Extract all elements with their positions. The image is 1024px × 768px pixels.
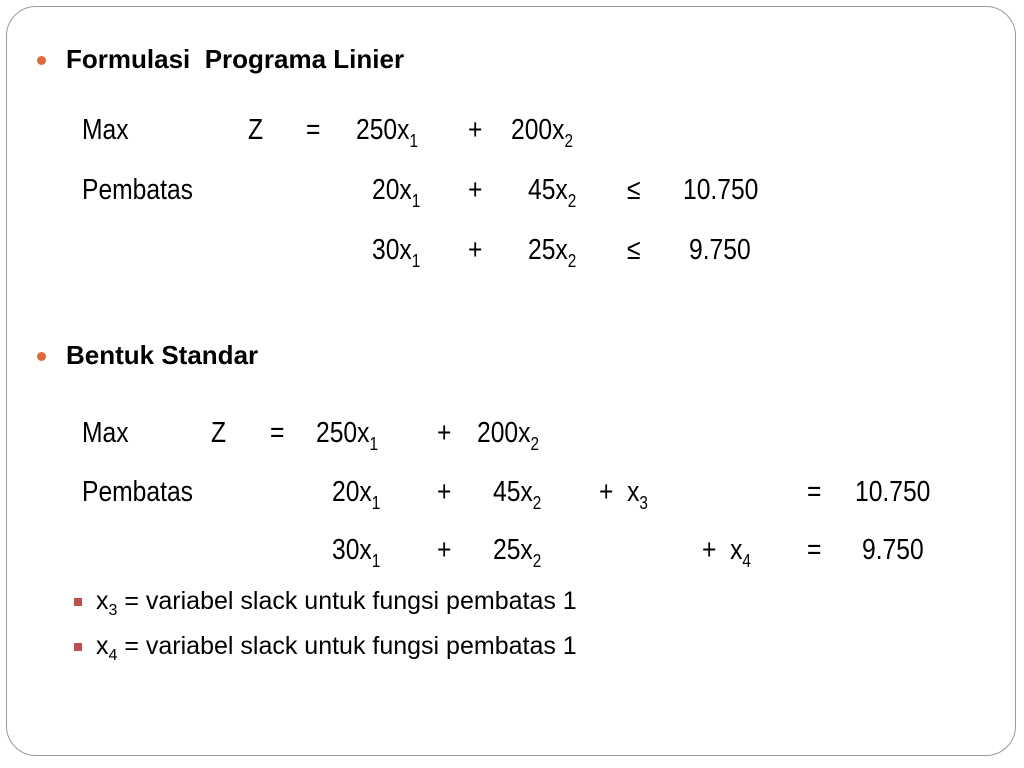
eq-plus: +: [437, 534, 452, 566]
eq-term-x1: $20x_1$: [372, 174, 421, 211]
eq-leq: ≤: [627, 174, 641, 206]
eq-term-x1: $250x_1$: [316, 417, 378, 454]
eq-label-pembatas: Pembatas: [82, 476, 193, 508]
eq-equals: =: [270, 417, 285, 449]
eq-z: Z: [248, 114, 264, 146]
definition-x3: $x_3$ = variabel slack untuk fungsi pembatas 1: [96, 587, 577, 619]
section-heading-formulasi: Formulasi Programa Linier: [66, 44, 405, 74]
eq-label-max: Max: [82, 417, 129, 449]
eq-term-x2: $45x_2$: [493, 476, 542, 513]
eq-rhs: 9.750: [689, 234, 751, 266]
section-heading-bentuk-standar: Bentuk Standar: [66, 340, 259, 370]
eq-leq: ≤: [627, 234, 641, 266]
eq-equals: =: [807, 476, 822, 508]
bullet-dot: [37, 352, 46, 361]
eq-term-x2: $200x_2$: [511, 114, 573, 151]
eq-plus: +: [468, 234, 483, 266]
square-bullet: [74, 598, 82, 606]
eq-rhs: 10.750: [683, 174, 759, 206]
eq-plus: +: [437, 417, 452, 449]
eq-equals: =: [807, 534, 822, 566]
eq-term-x2: $200x_2$: [477, 417, 539, 454]
eq-plus: +: [468, 114, 483, 146]
eq-plus: +: [437, 476, 452, 508]
square-bullet: [74, 643, 82, 651]
eq-rhs: 9.750: [862, 534, 924, 566]
eq-term-x2: $25x_2$: [493, 534, 542, 571]
eq-plus: +: [468, 174, 483, 206]
eq-term-x1: $250x_1$: [356, 114, 418, 151]
eq-term-x2: $45x_2$: [528, 174, 577, 211]
bullet-dot: [37, 56, 46, 65]
eq-equals: =: [306, 114, 321, 146]
eq-term-x1: $30x_1$: [372, 234, 421, 271]
eq-label-pembatas: Pembatas: [82, 174, 193, 206]
eq-term-x3: + $x_3$: [599, 476, 648, 513]
eq-rhs: 10.750: [855, 476, 931, 508]
eq-term-x4: + $x_4$: [702, 534, 751, 571]
eq-term-x1: $30x_1$: [332, 534, 381, 571]
eq-label-max: Max: [82, 114, 129, 146]
eq-term-x2: $25x_2$: [528, 234, 577, 271]
eq-z: Z: [211, 417, 227, 449]
eq-term-x1: $20x_1$: [332, 476, 381, 513]
definition-x4: $x_4$ = variabel slack untuk fungsi pembatas 1: [96, 632, 577, 664]
